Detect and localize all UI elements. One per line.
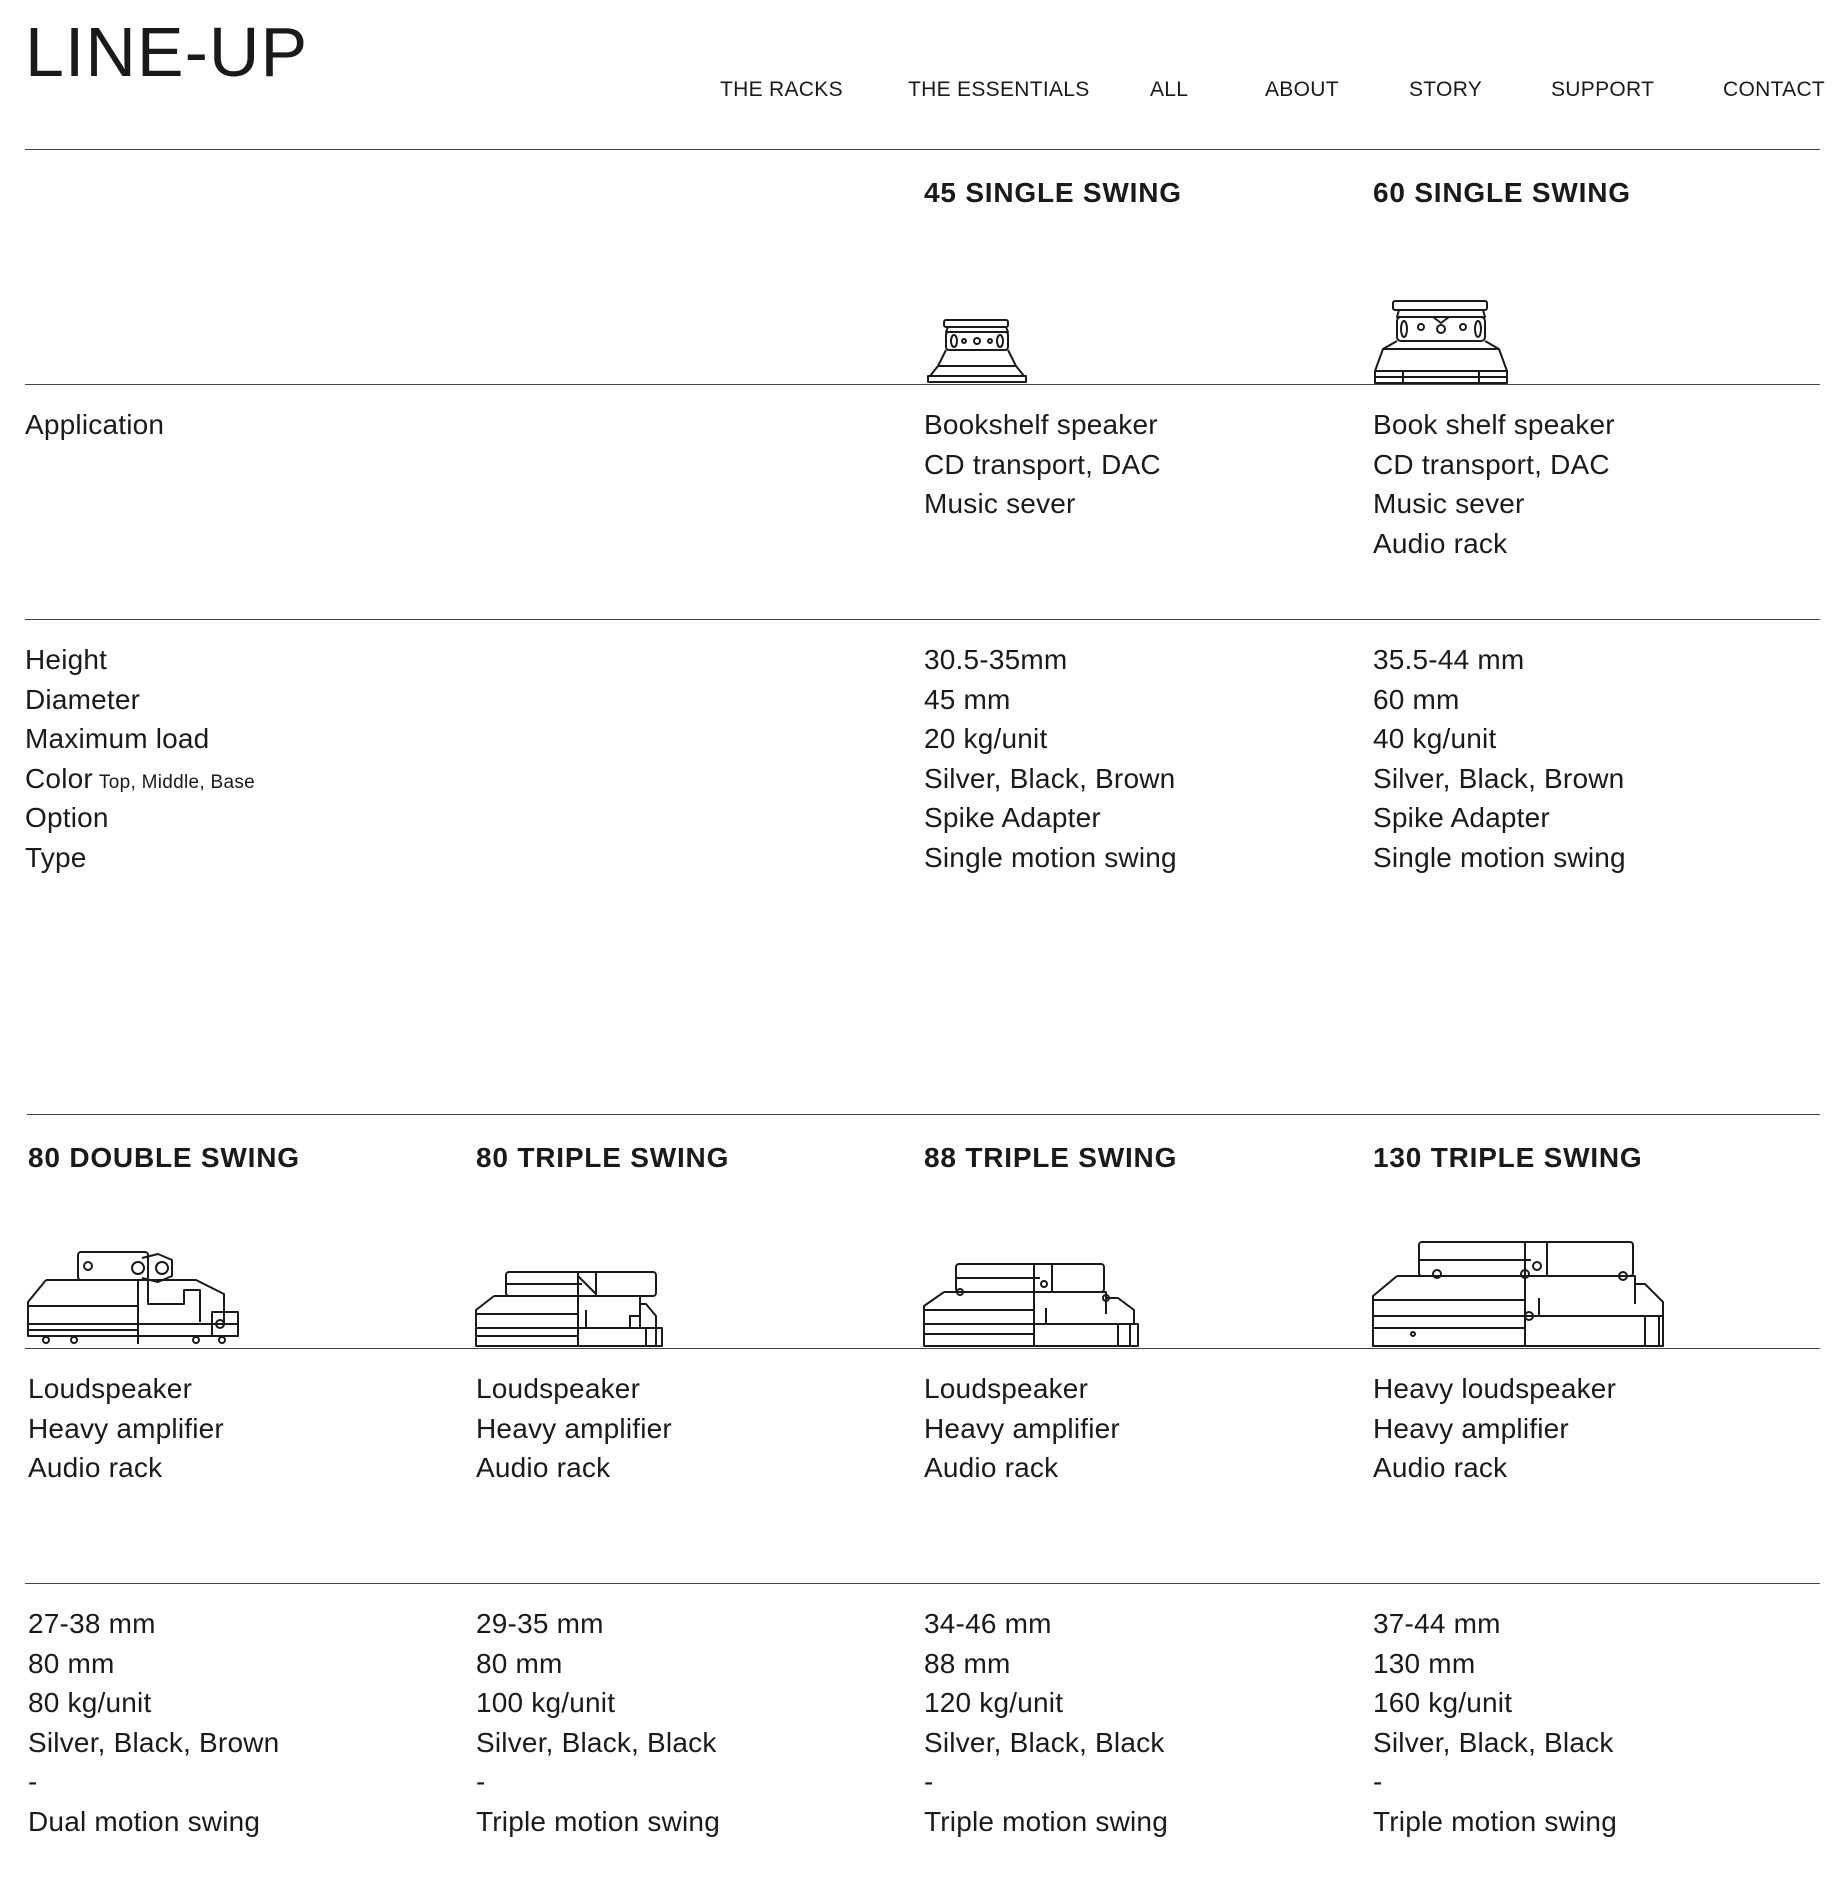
application-line: Loudspeaker [476, 1373, 641, 1404]
type-value: Triple motion swing [476, 1805, 720, 1837]
diameter-value: 80 mm [476, 1647, 563, 1679]
nav-contact[interactable]: CONTACT [1723, 78, 1826, 101]
single-swing-45-drawing-icon[interactable] [924, 318, 1030, 386]
diameter-value: 88 mm [924, 1647, 1011, 1679]
application-130-triple [1373, 1369, 1616, 1488]
max-load-value: 40 kg/unit [1373, 723, 1497, 754]
type-value: Triple motion swing [924, 1805, 1168, 1837]
nav-the-racks[interactable]: THE RACKS [720, 78, 843, 101]
specs-80-double [28, 1604, 279, 1841]
application-80-double [28, 1369, 224, 1488]
application-line: CD transport, DAC [924, 448, 1161, 480]
height-value: 35.5-44 mm [1373, 644, 1525, 675]
site-logo[interactable]: LINE-UP [25, 13, 309, 91]
color-note: Top, Middle, Base [98, 771, 256, 793]
main-nav [0, 78, 1840, 102]
diameter-value: 45 mm [924, 683, 1011, 715]
application-line: Heavy amplifier [924, 1412, 1120, 1444]
product-title-130-triple[interactable]: 130 TRIPLE SWING [1373, 1142, 1643, 1173]
application-60-single [1373, 405, 1615, 563]
color-value: Silver, Black, Brown [924, 762, 1176, 794]
application-line: Audio rack [924, 1452, 1059, 1483]
product-title-80-triple[interactable]: 80 TRIPLE SWING [476, 1142, 730, 1173]
triple-swing-130-drawing-icon[interactable] [1371, 1240, 1667, 1348]
height-value: 34-46 mm [924, 1608, 1052, 1639]
option-value: - [1373, 1766, 1383, 1797]
color-value: Silver, Black, Brown [1373, 762, 1625, 794]
height-value: 27-38 mm [28, 1608, 156, 1639]
application-45-single [924, 405, 1161, 524]
color-value: Silver, Black, Black [1373, 1726, 1614, 1758]
height-value: 30.5-35mm [924, 644, 1068, 675]
double-swing-80-drawing-icon[interactable] [26, 1250, 242, 1346]
nav-the-essentials[interactable]: THE ESSENTIALS [908, 78, 1090, 101]
divider [25, 1348, 1820, 1349]
type-value: Dual motion swing [28, 1805, 261, 1837]
color-value: Silver, Black, Black [476, 1726, 717, 1758]
triple-swing-88-drawing-icon[interactable] [922, 1262, 1138, 1348]
specs-60-single [1373, 640, 1626, 877]
single-swing-60-drawing-icon[interactable] [1373, 299, 1509, 386]
product-title-45-single[interactable]: 45 SINGLE SWING [924, 177, 1182, 208]
application-line: Bookshelf speaker [924, 409, 1158, 440]
product-title-60-single[interactable]: 60 SINGLE SWING [1373, 177, 1631, 208]
nav-about[interactable]: ABOUT [1265, 78, 1339, 101]
divider [25, 619, 1820, 620]
application-88-triple [924, 1369, 1120, 1488]
application-label: Application [25, 409, 165, 440]
option-label: Option [25, 802, 109, 833]
height-label: Height [25, 644, 108, 675]
type-value: Triple motion swing [1373, 1805, 1617, 1837]
application-line: Audio rack [1373, 1452, 1508, 1483]
diameter-value: 80 mm [28, 1647, 115, 1679]
max-load-value: 20 kg/unit [924, 723, 1048, 754]
application-line: Audio rack [28, 1452, 163, 1483]
specs-130-triple [1373, 1604, 1617, 1841]
type-value: Single motion swing [1373, 841, 1626, 873]
max-load-value: 160 kg/unit [1373, 1687, 1513, 1718]
divider [25, 1583, 1820, 1584]
diameter-value: 60 mm [1373, 683, 1460, 715]
application-line: Heavy amplifier [28, 1412, 224, 1444]
nav-support[interactable]: SUPPORT [1551, 78, 1655, 101]
application-line: Audio rack [1373, 527, 1508, 559]
specs-80-triple [476, 1604, 720, 1841]
application-line: Music sever [924, 488, 1076, 519]
color-label-text: Color [25, 762, 93, 794]
application-line: Heavy amplifier [1373, 1412, 1569, 1444]
nav-story[interactable]: STORY [1409, 78, 1483, 101]
product-title-80-double[interactable]: 80 DOUBLE SWING [28, 1142, 300, 1173]
application-line: Music sever [1373, 488, 1525, 519]
option-value: - [924, 1766, 934, 1797]
application-line: Loudspeaker [28, 1373, 193, 1404]
divider [25, 384, 1820, 385]
diameter-label: Diameter [25, 683, 141, 715]
application-line: Loudspeaker [924, 1373, 1089, 1404]
triple-swing-80-drawing-icon[interactable] [474, 1270, 670, 1348]
specs-88-triple [924, 1604, 1168, 1841]
label-application [25, 405, 164, 445]
color-value: Silver, Black, Brown [28, 1726, 280, 1758]
color-value: Silver, Black, Black [924, 1726, 1165, 1758]
application-line: Audio rack [476, 1452, 611, 1483]
application-line: Book shelf speaker [1373, 409, 1615, 440]
application-line: CD transport, DAC [1373, 448, 1610, 480]
color-label [25, 759, 255, 799]
application-line: Heavy amplifier [476, 1412, 672, 1444]
max-load-value: 80 kg/unit [28, 1687, 152, 1718]
option-value: Spike Adapter [924, 802, 1101, 833]
max-load-label: Maximum load [25, 723, 210, 754]
divider [27, 1114, 1820, 1115]
max-load-value: 120 kg/unit [924, 1687, 1064, 1718]
product-title-88-triple[interactable]: 88 TRIPLE SWING [924, 1142, 1178, 1173]
nav-all[interactable]: ALL [1150, 78, 1189, 101]
application-line: Heavy loudspeaker [1373, 1373, 1617, 1404]
option-value: - [476, 1766, 486, 1797]
option-value: - [28, 1766, 38, 1797]
max-load-value: 100 kg/unit [476, 1687, 616, 1718]
option-value: Spike Adapter [1373, 802, 1550, 833]
application-80-triple [476, 1369, 672, 1488]
height-value: 29-35 mm [476, 1608, 604, 1639]
type-label: Type [25, 841, 87, 873]
divider [25, 149, 1820, 150]
spec-labels [25, 640, 255, 877]
diameter-value: 130 mm [1373, 1647, 1476, 1679]
type-value: Single motion swing [924, 841, 1177, 873]
height-value: 37-44 mm [1373, 1608, 1501, 1639]
specs-45-single [924, 640, 1177, 877]
